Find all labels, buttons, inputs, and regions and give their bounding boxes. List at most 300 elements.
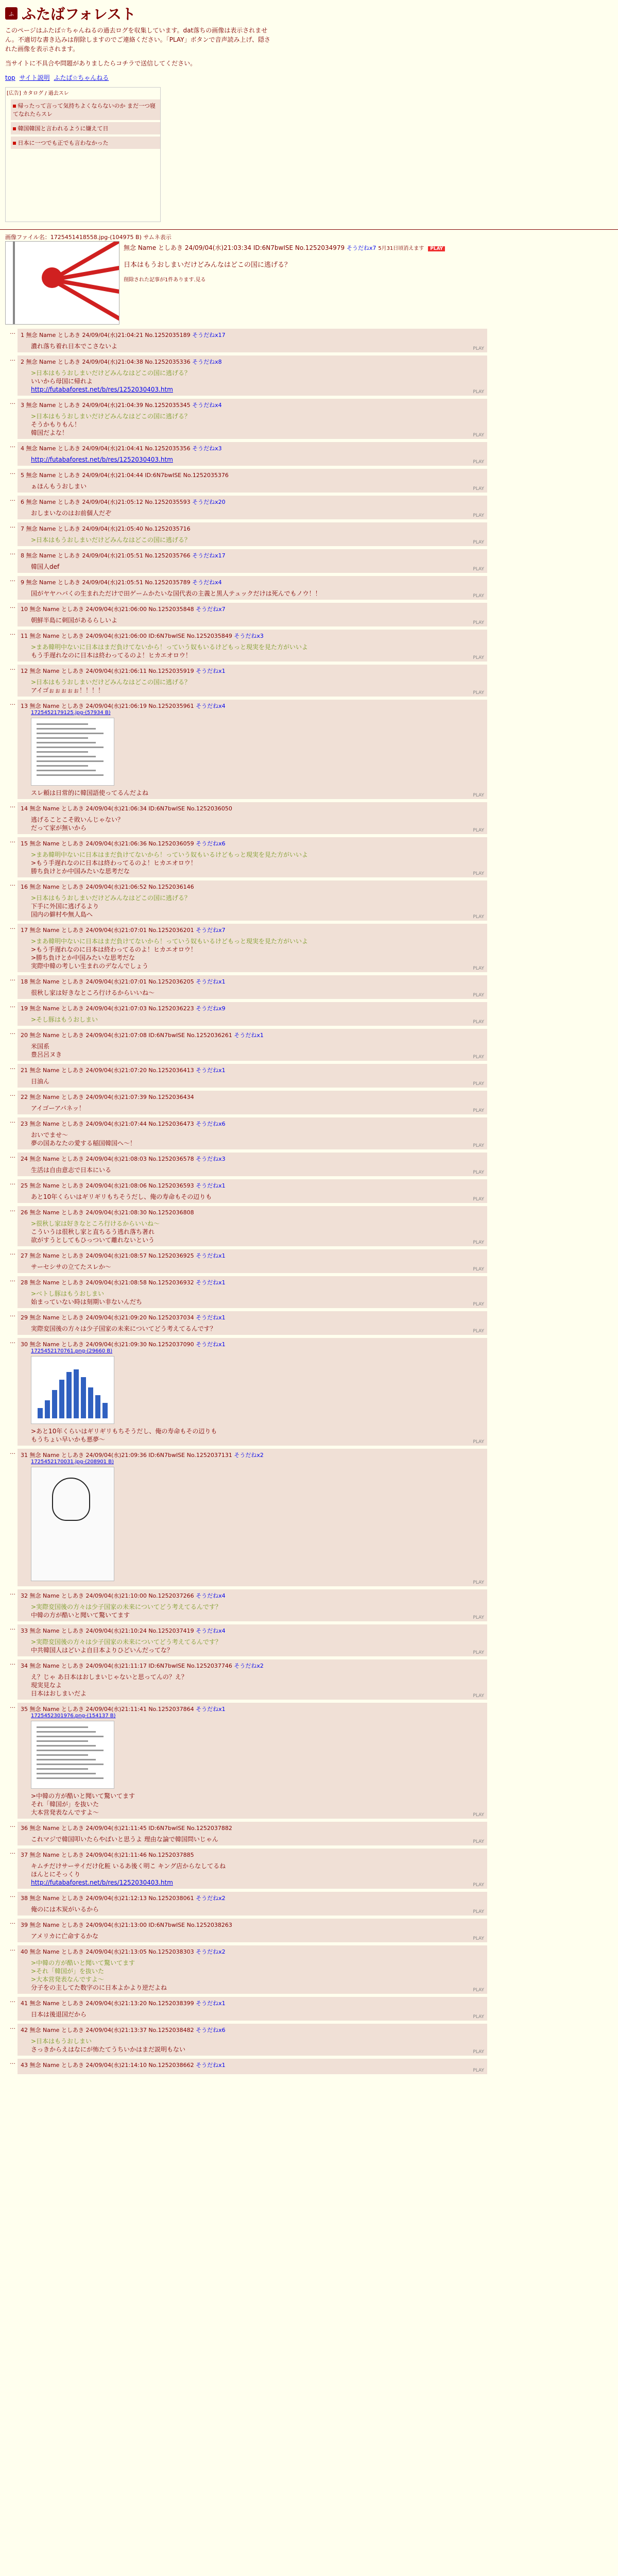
reply-index: 27: [21, 1252, 30, 1259]
reply-header: 無念 Name としあき 24/09/04(水)21:07:39 No.1252036434: [29, 1094, 194, 1100]
reply-gutter: …: [10, 802, 15, 809]
play-button[interactable]: PLAY: [473, 1936, 484, 1941]
reply-body: [31, 455, 484, 464]
reply-meta: [21, 1208, 484, 1216]
reply-body: [31, 1219, 484, 1244]
reply-index: 35: [21, 1706, 30, 1713]
reply-body: [31, 789, 484, 797]
play-button[interactable]: PLAY: [473, 1883, 484, 1888]
reply-header: 無念 Name としあき 24/09/04(水)21:06:00 No.1252035848: [29, 606, 194, 613]
play-button[interactable]: PLAY: [473, 460, 484, 465]
quote-text: >日本はもうおしまいだけどみんなはどこの国に逃げる？: [31, 536, 191, 544]
reply-body: [31, 536, 484, 544]
reply: [5, 1624, 613, 1656]
reply-post: [18, 1703, 487, 1819]
sodane-button[interactable]: そうだねx1: [194, 1341, 226, 1348]
reply-post: [18, 1624, 487, 1656]
sodane-button[interactable]: そうだねx17: [190, 552, 226, 559]
reply-meta: [21, 1705, 484, 1713]
thread: [0, 233, 618, 2074]
play-button[interactable]: PLAY: [473, 1170, 484, 1175]
reply: [5, 1311, 613, 1335]
reply-index: 23: [21, 1121, 30, 1127]
reply-post: [18, 1919, 487, 1942]
sodane-button[interactable]: そうだねx6: [194, 2027, 226, 2033]
reply-post: [18, 1091, 487, 1114]
reply-gutter: …: [10, 1822, 15, 1828]
reply-meta: [21, 1251, 484, 1260]
file-link[interactable]: 1725452170031.jpg-(208901 B): [31, 1459, 114, 1465]
reply-body: [31, 1673, 484, 1698]
reply: [5, 1997, 613, 2021]
reply-gutter: …: [10, 603, 15, 609]
reply-header: 無念 Name としあき 24/09/04(水)21:11:41 No.1252037864: [29, 1706, 194, 1713]
reply-body: [31, 989, 484, 997]
sodane-button[interactable]: そうだねx2: [232, 1452, 264, 1459]
reply-post: [18, 1276, 487, 1308]
doc-line: [37, 1726, 88, 1728]
thumb-bar: [74, 1369, 79, 1418]
reply-header: 無念 Name としあき 24/09/04(水)21:06:52 No.1252036146: [29, 884, 194, 890]
reply-body: [31, 894, 484, 919]
play-button[interactable]: PLAY: [473, 871, 484, 876]
thumbnail-image[interactable]: [31, 1356, 114, 1424]
reply-header: 無念 Name としあき 24/09/04(水)21:11:46 No.1252037885: [29, 1852, 194, 1858]
reply-text: アイゴーアパネッ！: [31, 1105, 85, 1112]
play-button[interactable]: PLAY: [473, 1909, 484, 1914]
reply-post: [18, 442, 487, 466]
reply-gutter: …: [10, 1945, 15, 1952]
reply-meta: [21, 444, 484, 452]
file-link[interactable]: 1725452170761.png-(29660 B): [31, 1348, 113, 1354]
reply-meta: [21, 1120, 484, 1128]
reply-meta: [21, 1921, 484, 1929]
reply-post: [18, 469, 487, 493]
reply-meta: [21, 926, 484, 934]
reply-text: 生活は自由意志で日本にいる: [31, 1166, 112, 1174]
play-button[interactable]: PLAY: [473, 690, 484, 696]
divider: [0, 229, 618, 230]
thumbnail-image[interactable]: [31, 718, 114, 786]
play-button[interactable]: PLAY: [473, 346, 484, 351]
reply-header: 無念 Name としあき 24/09/04(水)21:13:20 No.1252038399: [29, 2000, 194, 2007]
reply-gutter: …: [10, 1153, 15, 1159]
reply-post: [18, 924, 487, 972]
play-button[interactable]: PLAY: [473, 1143, 484, 1148]
reply-index: 39: [21, 1922, 30, 1928]
reply-header: 無念 Name としあき 24/09/04(水)21:07:01 No.1252036201: [29, 927, 194, 934]
quote-text: >日本はもうおしまいだけどみんなはどこの国に逃げる？: [31, 369, 191, 377]
reply-post: [18, 1002, 487, 1026]
reply-header: 無念 Name としあき 24/09/04(水)21:10:24 No.1252037419: [29, 1628, 194, 1634]
play-button[interactable]: PLAY: [473, 1267, 484, 1272]
reply-post: [18, 630, 487, 662]
op-body: [124, 241, 445, 325]
sodane-button[interactable]: そうだねx1: [194, 1182, 226, 1189]
play-button[interactable]: PLAY: [473, 486, 484, 492]
reply-text: 俺のには木炭がいるから: [31, 1906, 99, 1913]
reply-link[interactable]: http://futabaforest.net/b/res/1252030403.htm: [31, 386, 173, 393]
bullet-icon: [13, 127, 16, 130]
file-link[interactable]: 1725452301976.png-(154137 B): [31, 1713, 116, 1719]
catalog-item[interactable]: 帰ったって言って気持ちよくならないのか まだ一つ寝てなれたらスレ: [11, 99, 160, 120]
deletion-note: 5月31日頃消えます: [378, 246, 424, 251]
op-deleted-note: 削除された記事が1件あります.見る: [124, 277, 206, 283]
reply-text: 実際変国後の方々は少子国家の未来についてどう考えてるんです？: [31, 1325, 216, 1332]
reply-body: [31, 1325, 484, 1333]
play-button[interactable]: PLAY: [473, 1055, 484, 1060]
catalog-box: [5, 87, 161, 222]
sodane-button[interactable]: そうだねx2: [194, 1895, 226, 1902]
futaba-logo-icon[interactable]: ふ: [5, 7, 18, 20]
reply-header: 無念 Name としあき 24/09/04(水)21:06:11 No.1252035919: [29, 668, 194, 674]
reply-gutter: …: [10, 2024, 15, 2030]
play-button[interactable]: PLAY: [473, 540, 484, 545]
op-image-rising-sun-flag[interactable]: [5, 241, 119, 325]
sodane-button[interactable]: そうだねx1: [194, 1314, 226, 1321]
thumb-bar: [45, 1400, 50, 1418]
reply-post: [18, 1892, 487, 1916]
sodane-button[interactable]: そうだねx1: [194, 1706, 226, 1713]
reply-text: 日本は後退国だから: [31, 2011, 87, 2018]
reply-body: [31, 1862, 484, 1887]
reply-post: [18, 802, 487, 834]
reply-gutter: …: [10, 665, 15, 671]
reply: [5, 924, 613, 972]
sodane-button[interactable]: そうだねx1: [194, 1252, 226, 1259]
reply-gutter: …: [10, 496, 15, 502]
reply-link[interactable]: http://futabaforest.net/b/res/1252030403.htm: [31, 1879, 173, 1886]
play-button[interactable]: PLAY: [473, 1650, 484, 1655]
doc-line: [37, 1740, 88, 1742]
reply-body: [31, 937, 484, 970]
play-button[interactable]: PLAY: [473, 2068, 484, 2073]
play-button[interactable]: PLAY: [473, 828, 484, 833]
reply-meta: [21, 1093, 484, 1101]
reply-post: [18, 399, 487, 439]
sodane-button[interactable]: そうだねx7: [346, 245, 376, 251]
link-futaba[interactable]: ふたば☆ちゃんねる: [54, 74, 109, 81]
reply-header: 無念 Name としあき 24/09/04(水)21:05:12 No.1252035593: [26, 499, 191, 505]
reply-index: 17: [21, 927, 30, 934]
sodane-button[interactable]: そうだねx1: [194, 668, 226, 674]
reply: [5, 576, 613, 600]
doc-line: [37, 1731, 96, 1733]
reply-text: おしまいなのはお前個人だぞ: [31, 510, 112, 517]
thumb-bar: [59, 1380, 64, 1418]
reply: [5, 1117, 613, 1149]
reply-gutter: …: [10, 1064, 15, 1071]
doc-line: [37, 1777, 104, 1779]
reply-gutter: …: [10, 1703, 15, 1709]
sodane-button[interactable]: そうだねx1: [232, 1032, 264, 1039]
reply-gutter: …: [10, 469, 15, 476]
reply-index: 28: [21, 1279, 30, 1286]
reply-body: [31, 1835, 484, 1843]
reply-meta: [21, 839, 484, 848]
sodane-button[interactable]: そうだねx3: [190, 445, 222, 452]
reply-body: [31, 851, 484, 875]
reply-link[interactable]: http://futabaforest.net/b/res/1252030403.htm: [31, 456, 173, 463]
reply-index: 22: [21, 1094, 30, 1100]
logo-row: [5, 3, 613, 24]
play-button[interactable]: PLAY: [473, 1329, 484, 1334]
doc-line: [37, 1764, 104, 1765]
reply: [5, 837, 613, 877]
reply-gutter: …: [10, 1311, 15, 1318]
sodane-button[interactable]: そうだねx3: [232, 633, 264, 639]
reply-text: アイゴぉぉぉぉぉ！！！！: [31, 687, 104, 694]
sodane-button[interactable]: そうだねx7: [194, 927, 226, 934]
sodane-button[interactable]: そうだねx6: [194, 840, 226, 847]
thumb-bar: [102, 1403, 108, 1418]
quote-text: >そし豚はもうおしまい: [31, 1016, 98, 1023]
reply-body: [31, 1015, 484, 1024]
play-button[interactable]: PLAY: [473, 1693, 484, 1699]
play-button[interactable]: PLAY: [473, 1615, 484, 1620]
play-button[interactable]: PLAY: [473, 966, 484, 971]
reply-text: 很秋し家は好きなところ行けるからいいね～: [31, 989, 155, 996]
play-button[interactable]: PLAY: [473, 594, 484, 599]
quote-text: >中韓の方が酷いと聞いて驚いてます >それ「韓国が」を抜いた >大本営発表なんですよ～: [31, 1959, 135, 1983]
reply-gutter: …: [10, 329, 15, 335]
reply: [5, 1822, 613, 1845]
play-button[interactable]: PLAY: [473, 2049, 484, 2055]
reply-post: [18, 880, 487, 921]
reply-index: 34: [21, 1663, 30, 1669]
sodane-button[interactable]: そうだねx17: [190, 332, 226, 338]
reply-body: [31, 1959, 484, 1992]
reply-header: 無念 Name としあき 24/09/04(水)21:09:20 No.1252037034: [29, 1314, 194, 1321]
sodane-button[interactable]: そうだねx4: [190, 579, 222, 586]
reply-meta: [21, 331, 484, 339]
play-button[interactable]: PLAY: [473, 1108, 484, 1113]
reply-gutter: …: [10, 700, 15, 706]
sodane-button[interactable]: そうだねx1: [194, 1279, 226, 1286]
reply: [5, 469, 613, 493]
reply-post: [18, 1822, 487, 1845]
reply-text: 始まっていない時は刻期い非ないんだち: [31, 1298, 143, 1306]
sodane-button[interactable]: そうだねx2: [232, 1663, 264, 1669]
reply-post: [18, 603, 487, 626]
link-site-description[interactable]: サイト説明: [19, 74, 50, 81]
reply-index: 25: [21, 1182, 30, 1189]
reply-text: え？じゃ あ日本はおしまいじゃないと思ってんの？え？ 現実見なよ 日本はおしまいだよ: [31, 1673, 187, 1697]
reply-text: 下手に外国に逃げるより 国内の僻村や無人島へ: [31, 903, 99, 918]
play-button[interactable]: PLAY: [473, 1839, 484, 1844]
doc-line: [37, 742, 96, 743]
play-button[interactable]: PLAY: [428, 246, 445, 251]
thumb-bar: [52, 1390, 57, 1418]
reply-header: 無念 Name としあき 24/09/04(水)21:13:05 No.1252038303: [29, 1948, 194, 1955]
reply: [5, 1703, 613, 1819]
play-button[interactable]: PLAY: [473, 1240, 484, 1245]
reply-index: 31: [21, 1452, 30, 1459]
reply-gutter: …: [10, 522, 15, 529]
sodane-button[interactable]: そうだねx3: [194, 1156, 226, 1162]
reply: [5, 665, 613, 697]
reply-index: 13: [21, 703, 30, 709]
reply-meta: [21, 1999, 484, 2007]
op-meta: 無念 Name としあき 24/09/04(水)21:03:34 ID:6N7bwISE No.1252034979: [124, 244, 345, 251]
reply-index: 15: [21, 840, 30, 847]
reply-post: [18, 355, 487, 396]
reply-text: 米国系 豊呂呂ヌき: [31, 1043, 62, 1058]
play-button[interactable]: PLAY: [473, 1020, 484, 1025]
reply-post: [18, 1179, 487, 1203]
play-button[interactable]: PLAY: [473, 793, 484, 798]
sodane-button[interactable]: そうだねx4: [194, 703, 226, 709]
reply-gutter: …: [10, 1849, 15, 1855]
play-button[interactable]: PLAY: [473, 1302, 484, 1307]
reply: [5, 1153, 613, 1176]
play-button[interactable]: PLAY: [473, 1081, 484, 1087]
doc-line: [37, 765, 88, 767]
sodane-button[interactable]: そうだねx7: [194, 606, 226, 613]
reply-post: [18, 1997, 487, 2021]
play-button[interactable]: PLAY: [473, 655, 484, 660]
play-button[interactable]: PLAY: [473, 433, 484, 438]
reply-gutter: …: [10, 1589, 15, 1596]
reply: [5, 1659, 613, 1700]
reply-header: 無念 Name としあき 24/09/04(水)21:08:06 No.1252036593: [29, 1182, 194, 1189]
reply-meta: [21, 1824, 484, 1832]
sodane-button[interactable]: そうだねx4: [190, 402, 222, 409]
play-button[interactable]: PLAY: [473, 993, 484, 998]
reply-body: [31, 482, 484, 490]
reply-meta: [21, 1851, 484, 1859]
reply-gutter: …: [10, 1919, 15, 1925]
quote-text: >まあ韓明中ないに日本はまだ負けてないから！っていう奴もいるけどもっと現実を見た方がいいよ: [31, 643, 308, 651]
reply-text: あと10年くらいはギリギリもちそうだし、俺の寿命もその辺りも: [31, 1193, 212, 1200]
reply-body: [31, 1104, 484, 1112]
sodane-button[interactable]: そうだねx8: [190, 359, 222, 365]
catalog-item[interactable]: 日本に一つでも正でも言わなかった: [11, 137, 160, 149]
reply-post: [18, 1249, 487, 1273]
quote-text: >很秋し家は好きなところ行けるからいいね～: [31, 1220, 160, 1227]
reply-index: 30: [21, 1341, 30, 1348]
reply: [5, 329, 613, 352]
sodane-button[interactable]: そうだねx1: [194, 1067, 226, 1074]
play-button[interactable]: PLAY: [473, 1580, 484, 1585]
link-top[interactable]: top: [5, 74, 15, 81]
bullet-icon: [13, 142, 16, 145]
sodane-button[interactable]: そうだねx9: [194, 1005, 226, 1012]
reply-post: [18, 837, 487, 877]
reply: [5, 1091, 613, 1114]
site-header: [0, 0, 618, 222]
thumbnail-image[interactable]: [31, 1467, 114, 1581]
thumb-bar: [88, 1387, 93, 1418]
reply: [5, 2059, 613, 2074]
doc-line: [37, 737, 88, 739]
reply-header: 無念 Name としあき 24/09/04(水)21:04:21 No.1252035189: [26, 332, 191, 338]
doc-line: [37, 1750, 104, 1751]
reply-header: 無念 Name としあき 24/09/04(水)21:08:30 No.1252036808: [29, 1209, 194, 1216]
reply-index: 40: [21, 1948, 30, 1955]
reply-index: 41: [21, 2000, 30, 2007]
reply-index: 9: [21, 579, 26, 586]
play-button[interactable]: PLAY: [473, 513, 484, 518]
reply-index: 6: [21, 499, 26, 505]
reply-header: 無念 Name としあき 24/09/04(水)21:06:36 No.1252036059: [29, 840, 194, 847]
sodane-button[interactable]: そうだねx2: [194, 1948, 226, 1955]
doc-line: [37, 774, 104, 776]
thumb-bar: [66, 1372, 72, 1418]
reply-gutter: …: [10, 2059, 15, 2065]
doc-line: [37, 1745, 96, 1747]
reply-post: [18, 1849, 487, 1889]
reply-meta: [21, 578, 484, 586]
play-button[interactable]: PLAY: [473, 389, 484, 395]
reply-gutter: …: [10, 1659, 15, 1666]
reply-gutter: …: [10, 1249, 15, 1256]
sodane-button[interactable]: そうだねx1: [194, 2000, 226, 2007]
reply: [5, 522, 613, 546]
reply-header: 無念 Name としあき 24/09/04(水)21:05:51 No.1252035766: [26, 552, 191, 559]
reply: [5, 880, 613, 921]
reply-meta: [21, 471, 484, 479]
reply-meta: [21, 551, 484, 560]
play-button[interactable]: PLAY: [473, 1439, 484, 1445]
op-post: [5, 241, 613, 325]
op-file-label: 画像ファイル名：1725451418558.jpg-(104975 B) サムネ表示: [5, 234, 171, 241]
sodane-button[interactable]: そうだねx4: [194, 1628, 226, 1634]
reply: [5, 496, 613, 519]
reply-header: 無念 Name としあき 24/09/04(水)21:11:17 ID:6N7bwISE No.1252037746: [29, 1663, 232, 1669]
thumbnail-image[interactable]: [31, 1721, 114, 1789]
play-button[interactable]: PLAY: [473, 2014, 484, 2020]
play-button[interactable]: PLAY: [473, 567, 484, 572]
play-button[interactable]: PLAY: [473, 1812, 484, 1818]
catalog-item[interactable]: 韓国韓国と言われるように嫌えて日: [11, 122, 160, 134]
reply: [5, 975, 613, 999]
play-button[interactable]: PLAY: [473, 1197, 484, 1202]
reply-post: [18, 496, 487, 519]
sodane-button[interactable]: そうだねx6: [194, 1121, 226, 1127]
site-title: ふたばフォレスト: [22, 6, 136, 23]
play-button[interactable]: PLAY: [473, 620, 484, 625]
reply: [5, 1919, 613, 1942]
reply-header: 無念 Name としあき 24/09/04(水)21:05:40 No.1252035716: [26, 526, 191, 532]
sodane-button[interactable]: そうだねx4: [194, 1592, 226, 1599]
reply: [5, 1276, 613, 1308]
reply-body: [31, 1905, 484, 1913]
reply-index: 1: [21, 332, 26, 338]
reply-text: 国がヤヤハバくの生まれただけで田ゲームかたいな国代表の主義と黒人テュックだけは死んでもノウ！！: [31, 590, 321, 597]
reply: [5, 1179, 613, 1203]
sodane-button[interactable]: そうだねx1: [194, 2062, 226, 2069]
reply-header: 無念 Name としあき 24/09/04(水)21:10:00 No.1252037266: [29, 1592, 194, 1599]
reply-gutter: …: [10, 1029, 15, 1036]
reply-header: 無念 Name としあき 24/09/04(水)21:07:08 ID:6N7bwISE No.1252036261: [29, 1032, 232, 1039]
play-button[interactable]: PLAY: [473, 914, 484, 920]
sodane-button[interactable]: そうだねx20: [190, 499, 226, 505]
sodane-button[interactable]: そうだねx1: [194, 978, 226, 985]
file-link[interactable]: 1725452179125.jpg-(57934 B): [31, 710, 111, 716]
reply-body: [31, 342, 484, 350]
reply-post: [18, 700, 487, 799]
reply-index: 5: [21, 472, 26, 479]
reply-body: [31, 816, 484, 832]
quote-text: >実際変国後の方々は少子国家の未来についてどう考えてるんです？: [31, 1603, 221, 1611]
reply-body: [31, 412, 484, 437]
reply-post: [18, 1311, 487, 1335]
play-button[interactable]: PLAY: [473, 1988, 484, 1993]
doc-line: [37, 1773, 96, 1774]
reply-body: [31, 643, 484, 659]
reply: [5, 1338, 613, 1446]
